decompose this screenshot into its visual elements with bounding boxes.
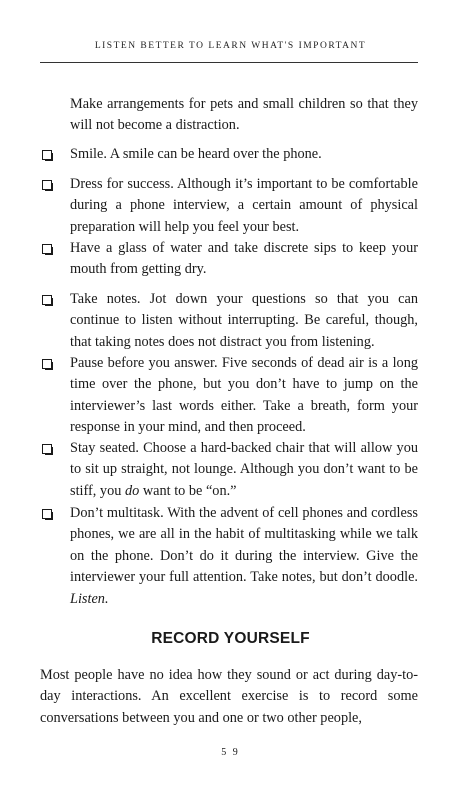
text-run: Don’t multitask. With the advent of cell phones and cordless phones, we are all in the habit of multitasking while we talk on the phone. Don’t do it during the interview. Give the interviewer your full attention. Take notes, but don’t doodle.	[70, 505, 418, 586]
page-number: 5 9	[221, 747, 240, 758]
emphasis-text: Listen.	[70, 590, 109, 607]
section-body-paragraph: Most people have no idea how they sound or act during day-to-day interactions. An excellent exercise is to record some conversations between you and one or two other people,	[40, 667, 418, 726]
text-run: want to be “on.”	[139, 482, 237, 499]
checklist-item-text: Take notes. Jot down your questions so that you can continue to listen without interrupting. Be careful, though, that taking notes does not distract you from listening.	[70, 291, 418, 350]
checkbox-icon	[42, 295, 52, 305]
checkbox-icon	[42, 244, 52, 254]
section-heading: RECORD YOURSELF	[151, 630, 310, 647]
checkbox-icon	[42, 444, 52, 454]
checkbox-icon	[42, 150, 52, 160]
checkbox-icon	[42, 180, 52, 190]
checklist-item-text: Pause before you answer. Five seconds of dead air is a long time over the phone, but you don’t have to jump on the interviewer’s last words either. Take a breath, form your response in your mind, and then proceed.	[70, 355, 418, 436]
checklist-item-text: Dress for success. Although it’s important to be comfortable during a phone interview, a certain amount of physical preparation will help you feel your best.	[70, 176, 418, 235]
checklist-item-text	[70, 438, 418, 502]
checkbox-icon	[42, 509, 52, 519]
checklist-item-text	[70, 503, 418, 610]
checkbox-icon	[42, 359, 52, 369]
running-head: LISTEN BETTER TO LEARN WHAT'S IMPORTANT	[94, 41, 367, 51]
text-run: Stay seated. Choose a hard-backed chair that will allow you to sit up straight, not lounge. Although you don’t want to be stiff, you	[70, 440, 418, 499]
header-rule	[40, 62, 418, 63]
emphasis-text: do	[124, 482, 140, 499]
intro-paragraph: Make arrangements for pets and small children so that they will not become a distraction.	[70, 96, 418, 134]
checklist-item-text: Have a glass of water and take discrete sips to keep your mouth from getting dry.	[70, 240, 418, 278]
checklist-item-text: Smile. A smile can be heard over the phone.	[70, 146, 322, 162]
